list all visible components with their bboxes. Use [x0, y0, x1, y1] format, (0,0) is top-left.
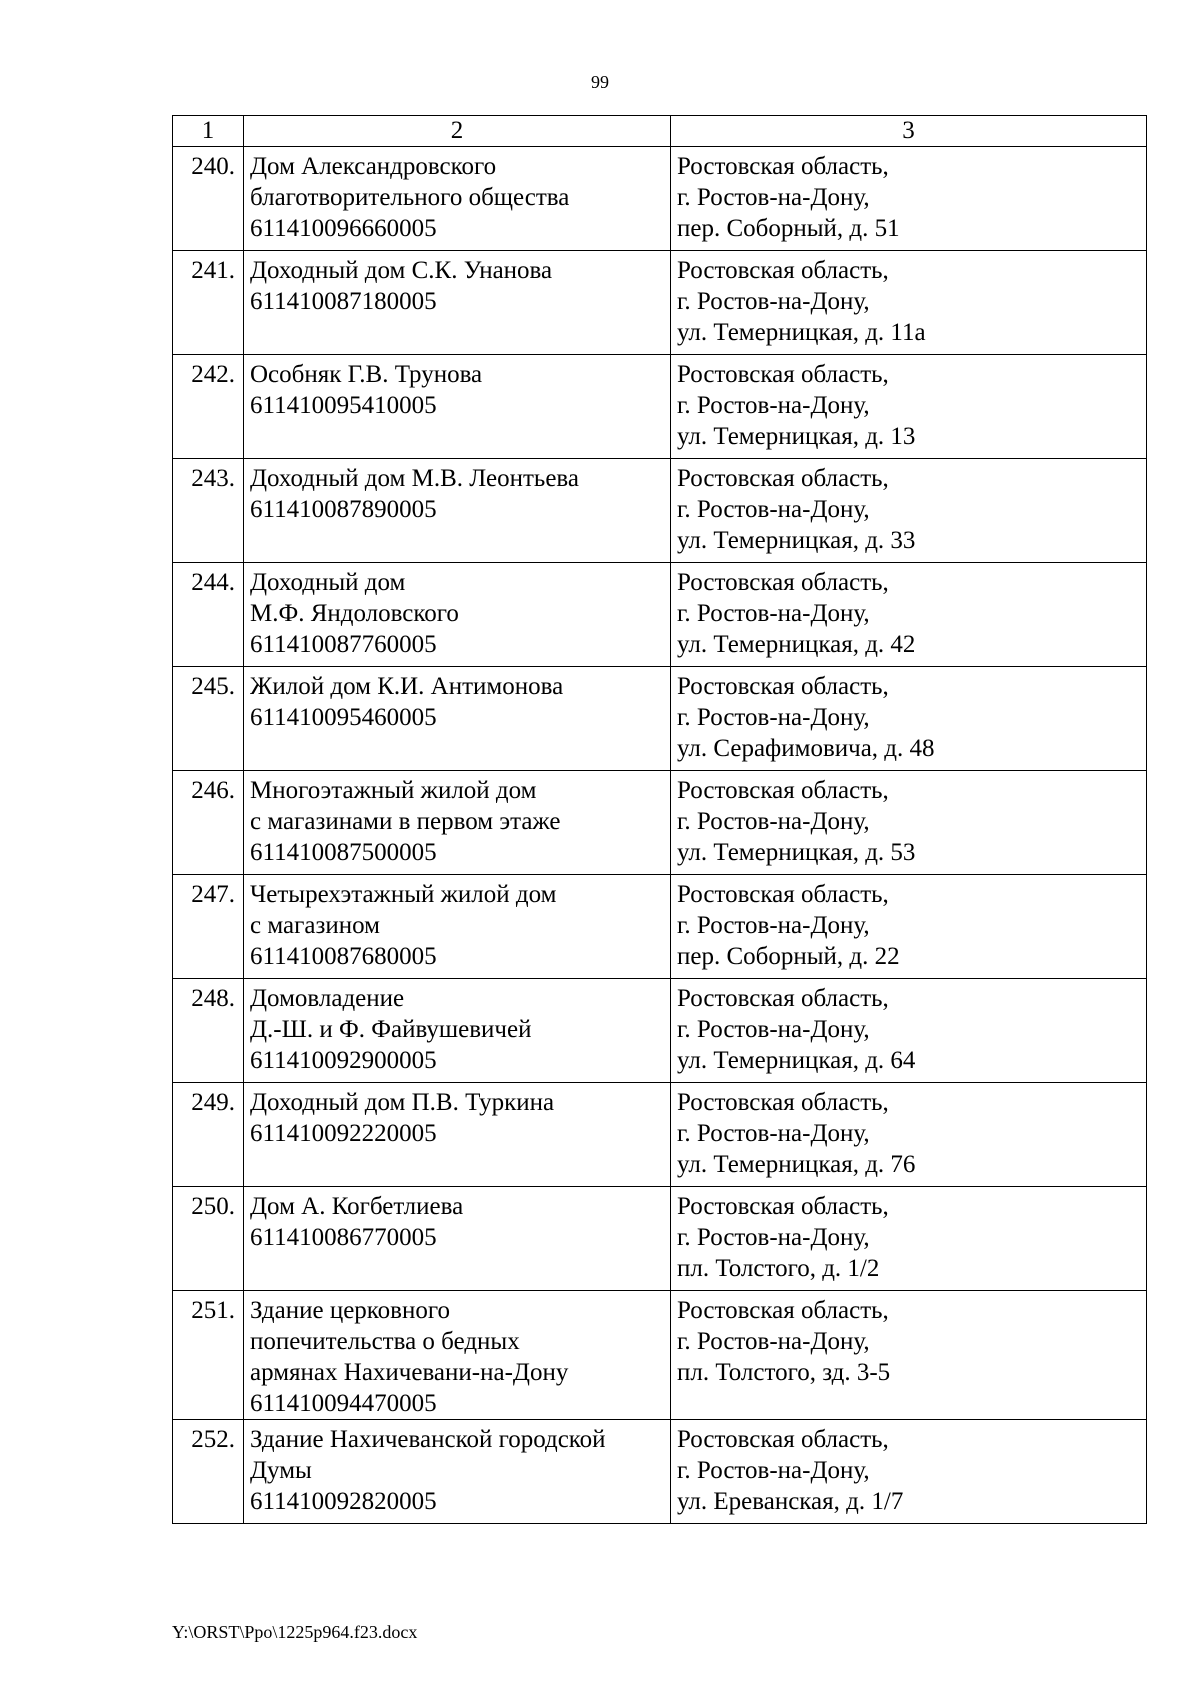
registry-number: 611410095460005	[250, 704, 437, 731]
registry-number: 611410087180005	[250, 288, 437, 315]
address-line: ул. Серафимовича, д. 48	[677, 735, 935, 762]
object-name-line: Домовладение	[250, 985, 405, 1012]
address-line: г. Ростов-на-Дону,	[677, 288, 870, 315]
address-line: Ростовская область,	[677, 1193, 889, 1220]
address-line: Ростовская область,	[677, 1089, 889, 1116]
object-name-cell	[244, 563, 671, 667]
row-number: 242.	[173, 355, 244, 459]
object-name-line: Дом Александровского	[250, 153, 497, 180]
table-row	[173, 1187, 1147, 1291]
registry-number: 611410087890005	[250, 496, 437, 523]
object-name-line: Доходный дом	[250, 569, 406, 596]
address-line: ул. Темерницкая, д. 13	[677, 423, 916, 450]
address-line: ул. Темерницкая, д. 64	[677, 1047, 916, 1074]
address-line: г. Ростов-на-Дону,	[677, 1457, 870, 1484]
object-address-cell	[671, 563, 1147, 667]
object-address-cell	[671, 875, 1147, 979]
table-row	[173, 563, 1147, 667]
object-address-cell	[671, 667, 1147, 771]
table-row	[173, 459, 1147, 563]
address-line: г. Ростов-на-Дону,	[677, 496, 870, 523]
object-name-cell	[244, 355, 671, 459]
object-name-line: с магазином	[250, 912, 380, 939]
object-name-cell	[244, 875, 671, 979]
object-name-line: попечительства о бедных	[250, 1328, 520, 1355]
address-line: ул. Ереванская, д. 1/7	[677, 1488, 904, 1515]
row-number: 249.	[173, 1083, 244, 1187]
object-name-line: М.Ф. Яндоловского	[250, 600, 459, 627]
object-name-line: Здание церковного	[250, 1297, 450, 1324]
address-line: Ростовская область,	[677, 153, 889, 180]
object-address-cell	[671, 979, 1147, 1083]
document-file-path: Y:\ORST\Ppo\1225p964.f23.docx	[172, 1622, 418, 1642]
table-row	[173, 251, 1147, 355]
address-line: г. Ростов-на-Дону,	[677, 808, 870, 835]
object-name-line: Четырехэтажный жилой дом	[250, 881, 557, 908]
address-line: ул. Темерницкая, д. 42	[677, 631, 916, 658]
address-line: ул. Темерницкая, д. 33	[677, 527, 916, 554]
registry-number: 611410092820005	[250, 1488, 437, 1515]
object-name-line: Здание Нахичеванской городской	[250, 1426, 606, 1453]
object-name-line: Доходный дом С.К. Унанова	[250, 257, 553, 284]
object-name-cell	[244, 667, 671, 771]
object-name-line: Д.-Ш. и Ф. Файвушевичей	[250, 1016, 532, 1043]
table-header-row	[173, 116, 1147, 147]
row-number: 250.	[173, 1187, 244, 1291]
address-line: г. Ростов-на-Дону,	[677, 392, 870, 419]
row-number: 251.	[173, 1291, 244, 1420]
registry-number: 611410087680005	[250, 943, 437, 970]
address-line: г. Ростов-на-Дону,	[677, 704, 870, 731]
row-number: 246.	[173, 771, 244, 875]
row-number: 247.	[173, 875, 244, 979]
table-body	[173, 147, 1147, 1524]
address-line: Ростовская область,	[677, 569, 889, 596]
row-number: 240.	[173, 147, 244, 251]
object-name-cell	[244, 979, 671, 1083]
object-name-line: Доходный дом П.В. Туркина	[250, 1089, 555, 1116]
object-address-cell	[671, 771, 1147, 875]
object-name-line: Жилой дом К.И. Антимонова	[250, 673, 564, 700]
object-name-cell	[244, 1083, 671, 1187]
table-row	[173, 875, 1147, 979]
registry-number: 611410095410005	[250, 392, 437, 419]
address-line: г. Ростов-на-Дону,	[677, 1328, 870, 1355]
object-name-line: с магазинами в первом этаже	[250, 808, 561, 835]
object-name-cell	[244, 1187, 671, 1291]
address-line: пл. Толстого, д. 1/2	[677, 1255, 880, 1282]
row-number: 248.	[173, 979, 244, 1083]
registry-number: 611410087760005	[250, 631, 437, 658]
address-line: Ростовская область,	[677, 881, 889, 908]
address-line: г. Ростов-на-Дону,	[677, 1016, 870, 1043]
address-line: г. Ростов-на-Дону,	[677, 912, 870, 939]
object-name-line: армянах Нахичевани-на-Дону	[250, 1359, 569, 1386]
object-name-line: Особняк Г.В. Трунова	[250, 361, 483, 388]
heritage-objects-table	[172, 115, 1147, 1524]
table-row	[173, 771, 1147, 875]
table-row	[173, 355, 1147, 459]
address-line: Ростовская область,	[677, 673, 889, 700]
column-header-address: 3	[671, 116, 1147, 147]
address-line: Ростовская область,	[677, 1426, 889, 1453]
address-line: г. Ростов-на-Дону,	[677, 184, 870, 211]
row-number: 241.	[173, 251, 244, 355]
address-line: Ростовская область,	[677, 1297, 889, 1324]
column-header-name: 2	[244, 116, 671, 147]
address-line: г. Ростов-на-Дону,	[677, 1224, 870, 1251]
object-address-cell	[671, 1187, 1147, 1291]
object-name-cell	[244, 147, 671, 251]
object-address-cell	[671, 1420, 1147, 1524]
registry-number: 611410096660005	[250, 215, 437, 242]
registry-number: 611410092220005	[250, 1120, 437, 1147]
table-row	[173, 667, 1147, 771]
page-number: 99	[591, 72, 609, 92]
address-line: ул. Темерницкая, д. 76	[677, 1151, 916, 1178]
object-name-cell	[244, 459, 671, 563]
row-number: 244.	[173, 563, 244, 667]
object-name-line: Думы	[250, 1457, 312, 1484]
object-name-line: Доходный дом М.В. Леонтьева	[250, 465, 580, 492]
object-address-cell	[671, 1291, 1147, 1420]
row-number: 243.	[173, 459, 244, 563]
address-line: Ростовская область,	[677, 985, 889, 1012]
address-line: ул. Темерницкая, д. 53	[677, 839, 916, 866]
row-number: 245.	[173, 667, 244, 771]
table-row	[173, 979, 1147, 1083]
table-row	[173, 1291, 1147, 1420]
address-line: Ростовская область,	[677, 465, 889, 492]
column-header-number: 1	[173, 116, 244, 147]
object-address-cell	[671, 355, 1147, 459]
object-name-cell	[244, 251, 671, 355]
table-row	[173, 1083, 1147, 1187]
object-address-cell	[671, 251, 1147, 355]
address-line: пер. Соборный, д. 51	[677, 215, 900, 242]
object-name-line: благотворительного общества	[250, 184, 570, 211]
address-line: Ростовская область,	[677, 257, 889, 284]
object-name-line: Многоэтажный жилой дом	[250, 777, 537, 804]
registry-number: 611410092900005	[250, 1047, 437, 1074]
object-address-cell	[671, 147, 1147, 251]
registry-number: 611410094470005	[250, 1390, 437, 1417]
object-address-cell	[671, 1083, 1147, 1187]
address-line: пер. Соборный, д. 22	[677, 943, 900, 970]
object-address-cell	[671, 459, 1147, 563]
address-line: г. Ростов-на-Дону,	[677, 1120, 870, 1147]
object-name-cell	[244, 771, 671, 875]
address-line: ул. Темерницкая, д. 11а	[677, 319, 926, 346]
registry-number: 611410087500005	[250, 839, 437, 866]
address-line: Ростовская область,	[677, 361, 889, 388]
object-name-line: Дом А. Когбетлиева	[250, 1193, 464, 1220]
table-row	[173, 1420, 1147, 1524]
address-line: Ростовская область,	[677, 777, 889, 804]
table-row	[173, 147, 1147, 251]
registry-number: 611410086770005	[250, 1224, 437, 1251]
object-name-cell	[244, 1420, 671, 1524]
row-number: 252.	[173, 1420, 244, 1524]
object-name-cell	[244, 1291, 671, 1420]
address-line: г. Ростов-на-Дону,	[677, 600, 870, 627]
address-line: пл. Толстого, зд. 3-5	[677, 1359, 891, 1386]
